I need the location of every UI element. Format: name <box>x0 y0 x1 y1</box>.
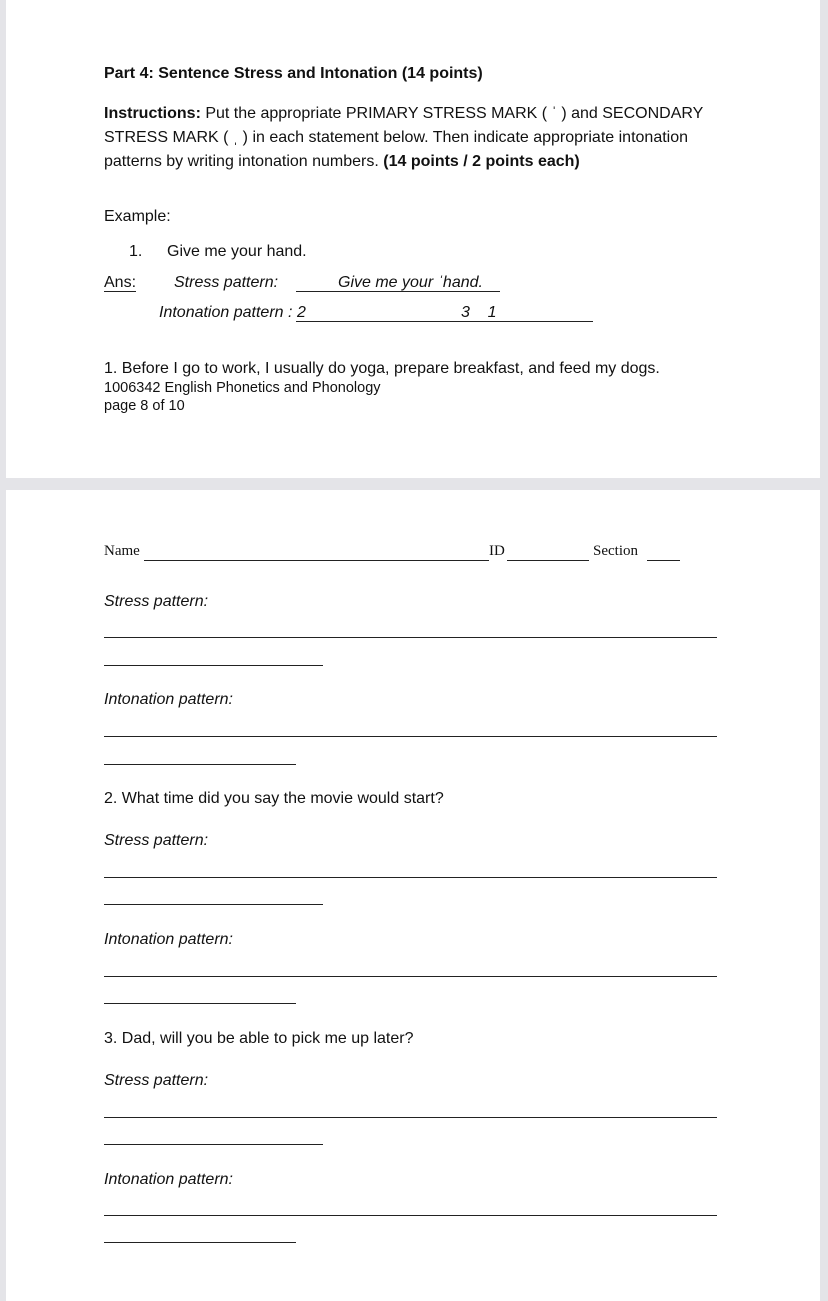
example-intonation-label: Intonation pattern : <box>159 304 293 321</box>
instructions-points: (14 points / 2 points each) <box>383 153 580 170</box>
ans-label: Ans: <box>104 274 137 291</box>
q3-intonation-label: Intonation pattern: <box>104 1171 233 1188</box>
example-stress-value: Give me your ˈhand. <box>338 274 483 291</box>
id-line[interactable] <box>507 560 589 561</box>
section-line[interactable] <box>647 560 680 561</box>
example-label: Example: <box>104 208 171 225</box>
q1-stress-label: Stress pattern: <box>104 593 209 610</box>
footer-page: page 8 of 10 <box>104 398 185 414</box>
example-stress-label: Stress pattern: <box>174 274 279 291</box>
name-label: Name <box>104 543 140 559</box>
example-intonation-end: 3 1 <box>461 304 497 321</box>
example-intonation-start: 2 <box>297 304 306 321</box>
q1-stress-line-1[interactable] <box>104 637 717 638</box>
q2-intonation-line-1[interactable] <box>104 976 717 977</box>
name-line[interactable] <box>144 560 489 561</box>
q3-stress-line-1[interactable] <box>104 1117 717 1118</box>
q3-stress-line-2[interactable] <box>104 1144 323 1145</box>
q1-intonation-line-1[interactable] <box>104 736 717 737</box>
example-sentence: Give me your hand. <box>167 243 307 260</box>
part-title: Part 4: Sentence Stress and Intonation (14 points) <box>104 65 483 82</box>
id-label: ID <box>489 543 505 559</box>
question-3: 3. Dad, will you be able to pick me up later? <box>104 1030 414 1047</box>
question-2: 2. What time did you say the movie would start? <box>104 790 444 807</box>
footer-course: 1006342 English Phonetics and Phonology <box>104 380 381 396</box>
instructions-label: Instructions: <box>104 105 201 122</box>
q2-intonation-line-2[interactable] <box>104 1003 296 1004</box>
example-number: 1. <box>129 243 143 260</box>
q2-stress-line-2[interactable] <box>104 904 323 905</box>
question-1: 1. Before I go to work, I usually do yoga, prepare breakfast, and feed my dogs. <box>104 360 660 377</box>
q2-stress-label: Stress pattern: <box>104 832 209 849</box>
instructions-text: Put the appropriate PRIMARY STRESS MARK ( ˈ ) and SECONDARY STRESS MARK ( ˌ ) in each statement below. Then indicate appropriate intonation patterns by writing intonation numbers. <box>104 105 704 170</box>
example-intonation-line <box>296 321 593 322</box>
q3-intonation-line-1[interactable] <box>104 1215 717 1216</box>
page-9 <box>6 490 820 1301</box>
q1-intonation-label: Intonation pattern: <box>104 691 233 708</box>
q1-stress-line-2[interactable] <box>104 665 323 666</box>
q3-stress-label: Stress pattern: <box>104 1072 209 1089</box>
q1-intonation-line-2[interactable] <box>104 764 296 765</box>
section-label: Section <box>593 543 638 559</box>
q2-stress-line-1[interactable] <box>104 877 717 878</box>
page-8 <box>6 0 820 478</box>
q3-intonation-line-2[interactable] <box>104 1242 296 1243</box>
instructions <box>104 102 724 174</box>
q2-intonation-label: Intonation pattern: <box>104 931 233 948</box>
